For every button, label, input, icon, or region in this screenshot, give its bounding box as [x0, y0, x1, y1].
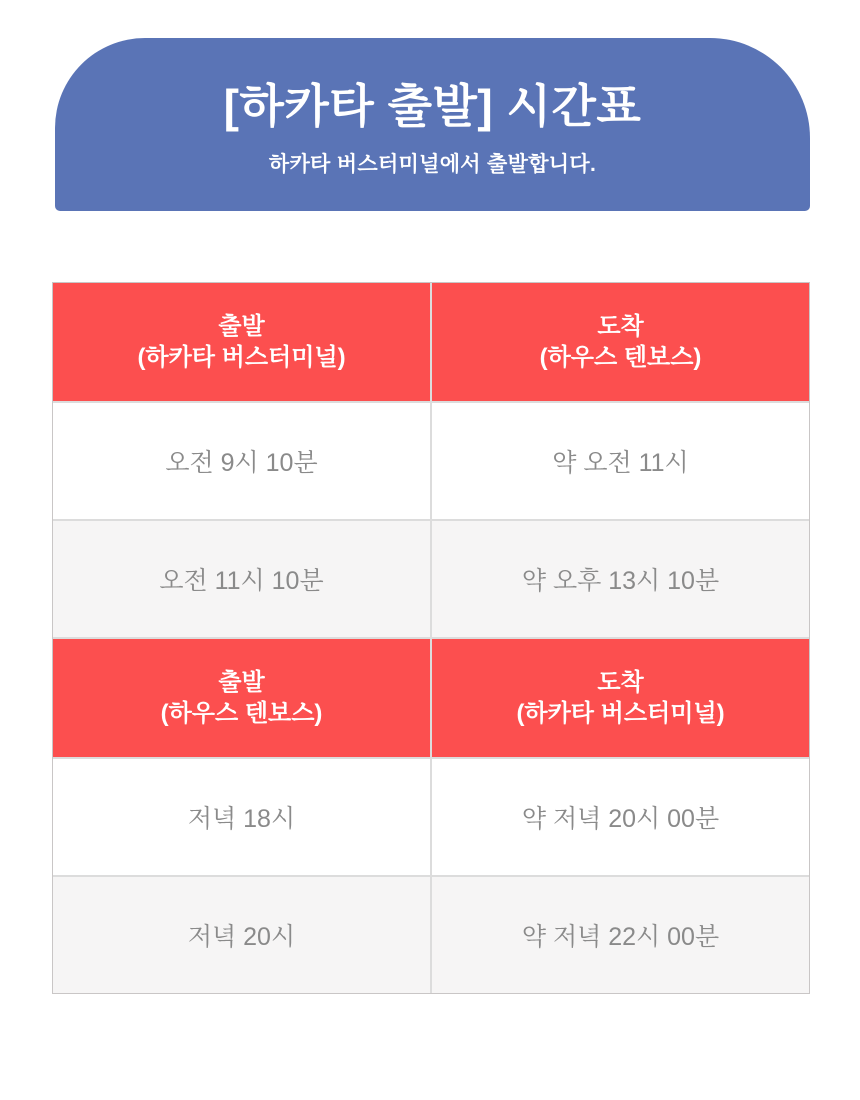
timetable-cell-departure	[53, 877, 430, 993]
col-header-sublabel: (하우스 텐보스)	[539, 344, 702, 371]
timetable-cell-departure	[53, 759, 430, 875]
time-value: 약 오후 13시 10분	[521, 567, 720, 595]
timetable-cell-arrival	[432, 877, 809, 993]
time-value: 오전 11시 10분	[159, 567, 324, 595]
timetable-cell-arrival	[432, 759, 809, 875]
col-header-sublabel: (하카타 버스터미널)	[137, 344, 346, 371]
time-value: 약 저녁 20시 00분	[521, 805, 720, 833]
time-value: 약 저녁 22시 00분	[521, 923, 720, 951]
time-value: 오전 9시 10분	[165, 449, 318, 477]
time-value: 저녁 20시	[187, 923, 296, 951]
hero-banner	[55, 38, 810, 211]
timetable-cell-arrival	[432, 521, 809, 637]
timetable-cell-arrival	[432, 403, 809, 519]
col-header-departure-hakata	[53, 283, 430, 401]
col-header-sublabel: (하카타 버스터미널)	[516, 700, 725, 727]
col-header-label: 도착	[597, 312, 644, 340]
col-header-departure-huistenbosch	[53, 639, 430, 757]
time-value: 약 오전 11시	[552, 449, 689, 477]
col-header-label: 출발	[218, 668, 265, 696]
timetable-cell-departure	[53, 403, 430, 519]
timetable-cell-departure	[53, 521, 430, 637]
col-header-arrival-huistenbosch	[432, 283, 809, 401]
page-title: [하카타 출발] 시간표	[223, 80, 642, 133]
timetable	[52, 282, 810, 994]
col-header-label: 도착	[597, 668, 644, 696]
col-header-arrival-hakata	[432, 639, 809, 757]
time-value: 저녁 18시	[187, 805, 296, 833]
col-header-label: 출발	[218, 312, 265, 340]
col-header-sublabel: (하우스 텐보스)	[160, 700, 323, 727]
page-subtitle: 하카타 버스터미널에서 출발합니다.	[268, 152, 597, 176]
